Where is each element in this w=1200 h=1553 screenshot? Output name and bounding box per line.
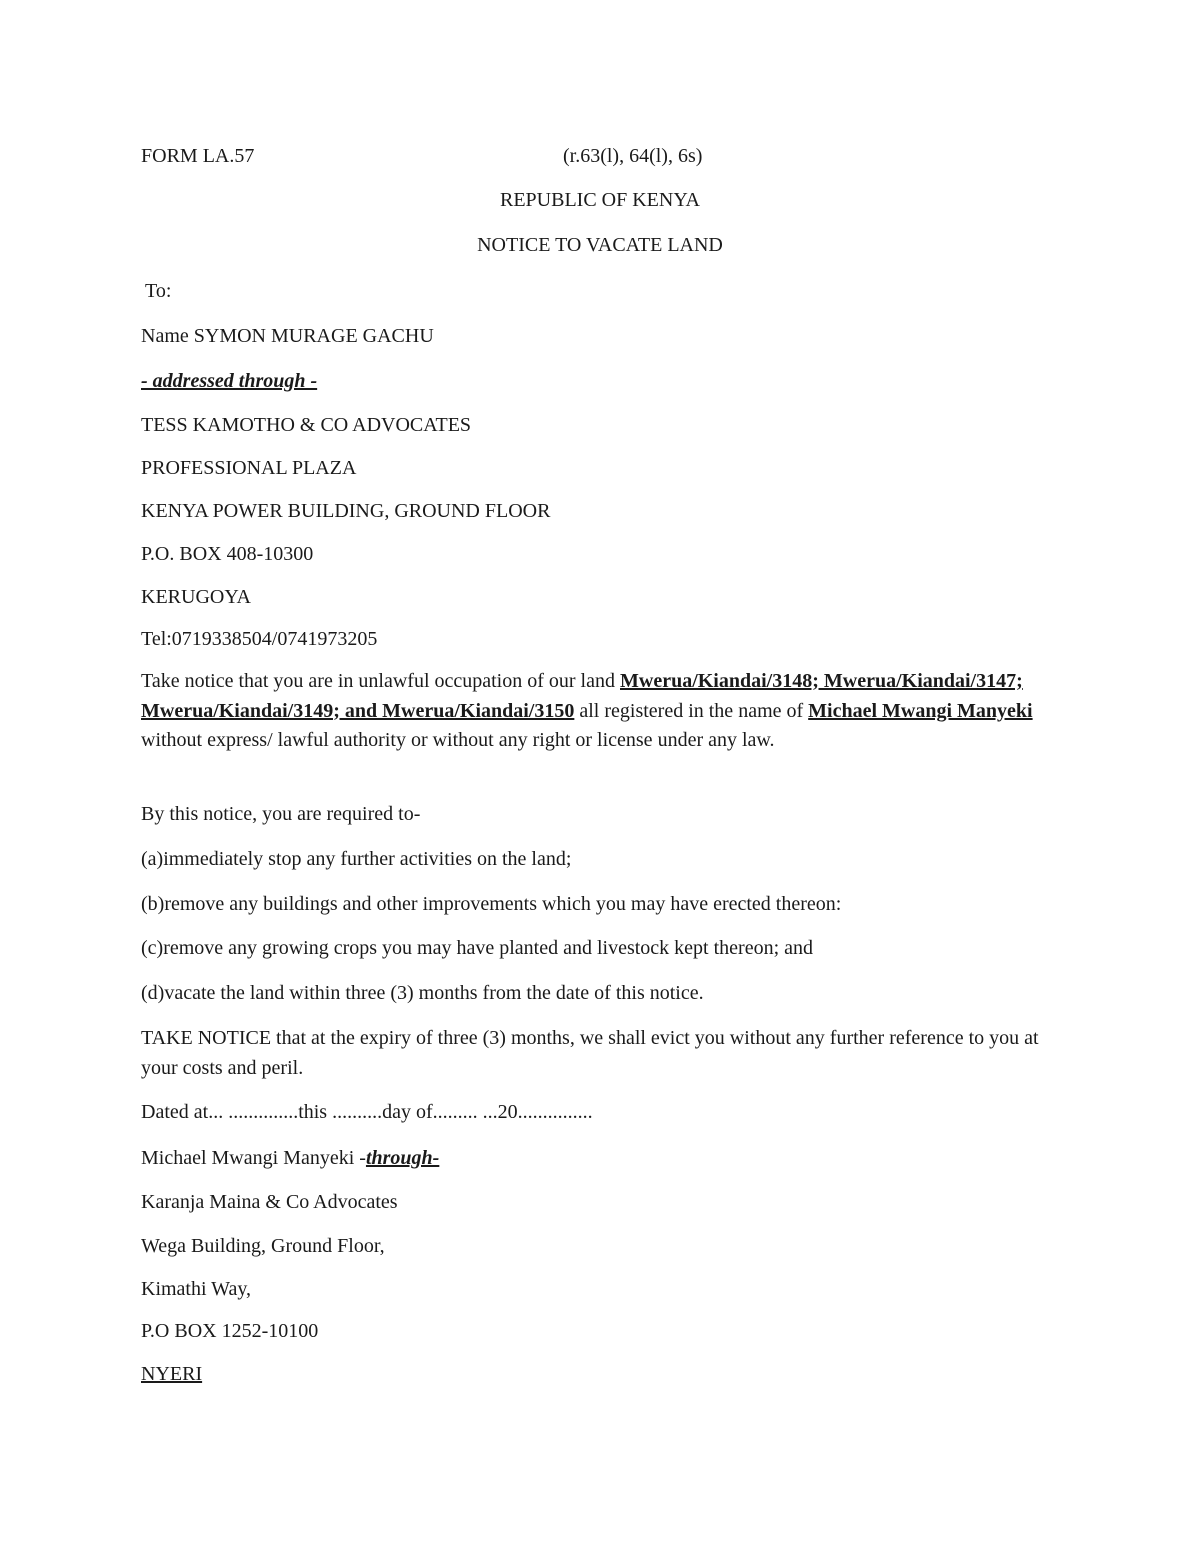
notice-mid: all registered in the name of [574,699,809,722]
recipient-name: Name SYMON MURAGE GACHU [141,325,434,347]
sender-line [141,1147,439,1169]
requirement-a: (a)immediately stop any further activities on the land; [141,848,572,870]
land-parcels: Mwerua/Kiandai/3148; Mwerua/Kiandai/3147; Mwerua/Kiandai/3149; and Mwerua/Kiandai/3150 [141,670,1023,722]
recipient-building: PROFESSIONAL PLAZA [141,457,357,479]
sender-name: Michael Mwangi Manyeki - [141,1147,366,1169]
republic-heading: REPUBLIC OF KENYA [499,189,701,211]
notice-intro: Take notice that you are in unlawful occupation of our land [141,670,620,692]
notice-end: without express/ lawful authority or without any right or license under any law. [141,729,775,751]
addressed-through: - addressed through - [141,370,318,392]
sender-street: Kimathi Way, [141,1278,252,1300]
to-label: To: [145,280,172,302]
sender-po-box: P.O BOX 1252-10100 [141,1320,319,1342]
required-intro: By this notice, you are required to- [141,803,421,825]
recipient-firm: TESS KAMOTHO & CO ADVOCATES [141,414,472,436]
take-notice-paragraph: TAKE NOTICE that at the expiry of three (3) months, we shall evict you without any further reference to you at your costs and peril. [141,1027,1039,1079]
sender-building: Wega Building, Ground Floor, [141,1235,385,1257]
recipient-telephone: Tel:0719338504/0741973205 [141,628,378,650]
recipient-town: KERUGOYA [141,586,251,608]
requirement-b: (b)remove any buildings and other improvements which you may have erected thereon: [141,893,842,915]
notice-title: NOTICE TO VACATE LAND [477,234,723,256]
requirement-d: (d)vacate the land within three (3) months from the date of this notice. [141,982,704,1004]
dated-line: Dated at... ..............this ..........day of......... ...20............... [141,1101,593,1123]
sender-through: through- [365,1147,440,1169]
rule-reference: (r.63(l), 64(l), 6s) [563,145,703,167]
recipient-po-box: P.O. BOX 408-10300 [141,543,314,565]
notice-paragraph [141,667,1071,756]
requirement-c: (c)remove any growing crops you may have planted and livestock kept thereon; and [141,937,814,959]
sender-firm: Karanja Maina & Co Advocates [141,1191,398,1213]
sender-town: NYERI [141,1363,203,1385]
recipient-floor: KENYA POWER BUILDING, GROUND FLOOR [141,500,551,522]
form-number: FORM LA.57 [141,145,255,167]
owner-name: Michael Mwangi Manyeki [808,699,1033,722]
